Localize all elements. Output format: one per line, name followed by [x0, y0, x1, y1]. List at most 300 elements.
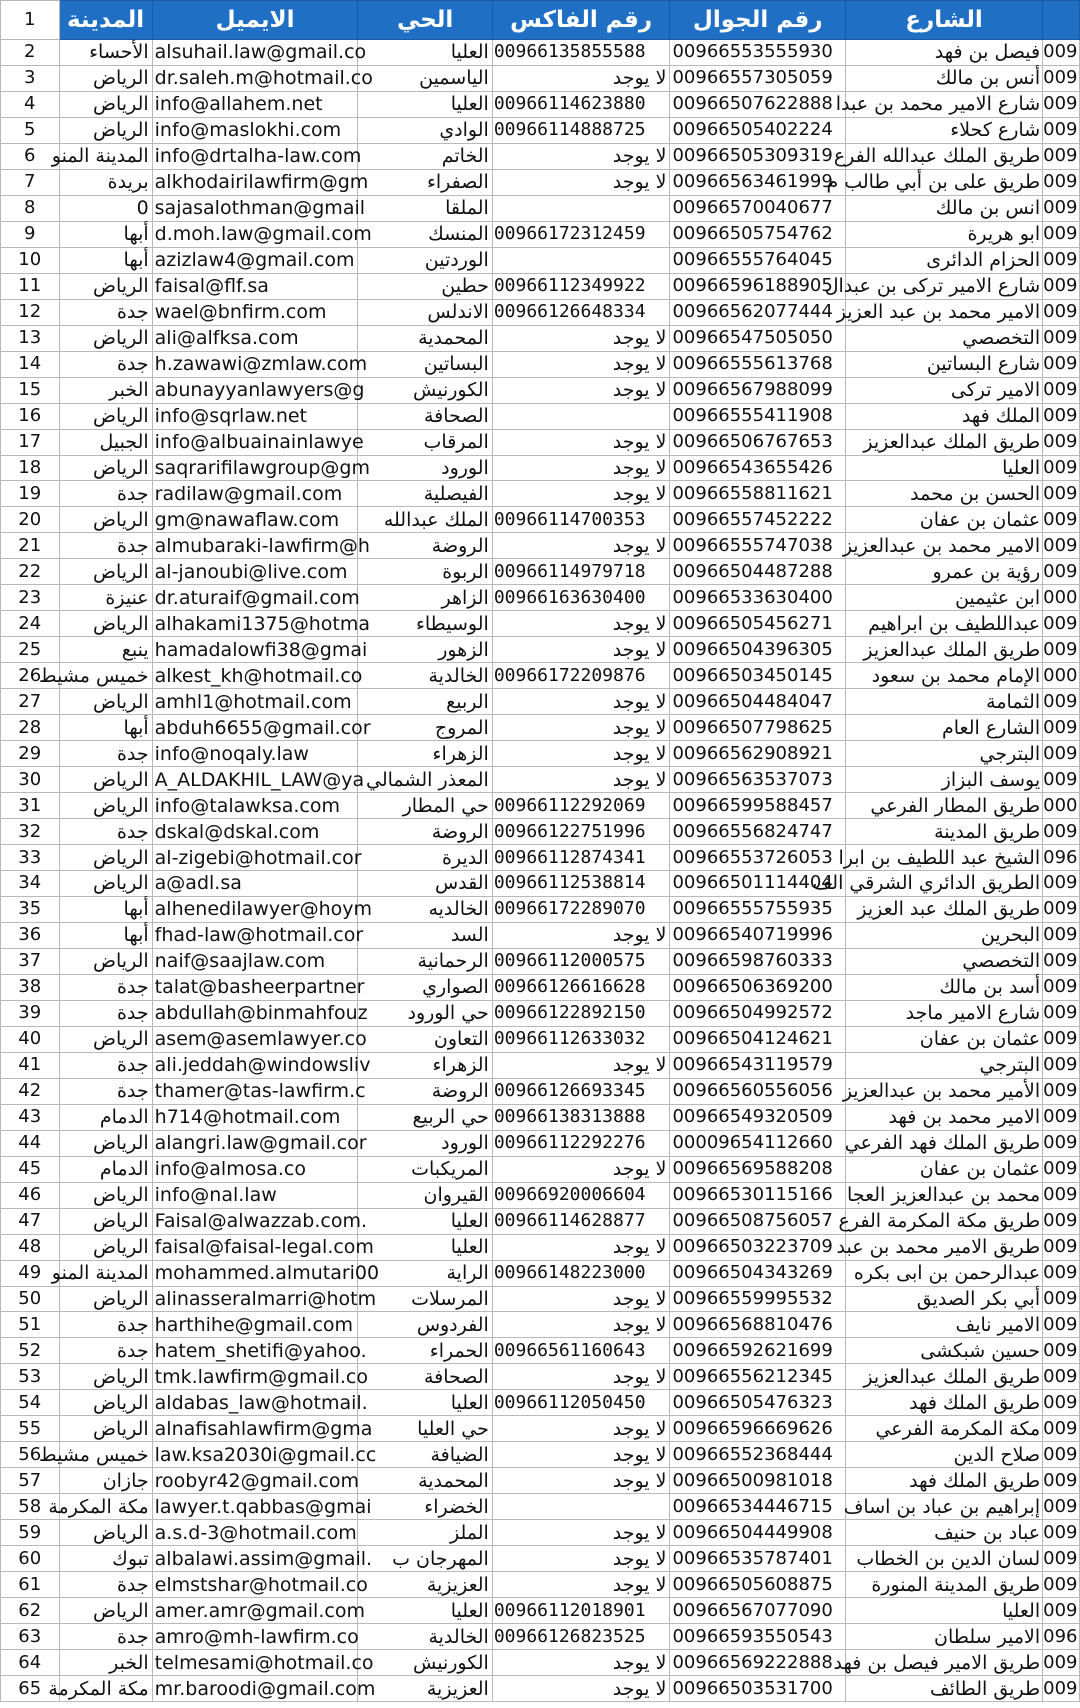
street-cell[interactable]: طريق الملك عبدالعزيز: [845, 1364, 1042, 1390]
email-cell[interactable]: alsuhail.law@gmail.co: [152, 40, 358, 66]
email-cell[interactable]: info@maslokhi.com: [152, 117, 358, 143]
street-cell[interactable]: طريق على بن أبي طالب م: [845, 169, 1042, 195]
city-cell[interactable]: الرياض: [59, 507, 152, 533]
city-cell[interactable]: الرياض: [59, 325, 152, 351]
header-prefix[interactable]: [1043, 1, 1080, 40]
mobile-cell[interactable]: 00966563461999: [670, 169, 846, 195]
prefix-cell[interactable]: 009: [1043, 1104, 1080, 1130]
header-mobile[interactable]: رقم الجوال: [670, 1, 846, 40]
prefix-cell[interactable]: 009: [1043, 1494, 1080, 1520]
district-cell[interactable]: حي العليا: [358, 1416, 492, 1442]
mobile-cell[interactable]: 00966562077444: [670, 299, 846, 325]
mobile-cell[interactable]: 00966508756057: [670, 1208, 846, 1234]
district-cell[interactable]: الزهور: [358, 637, 492, 663]
mobile-cell[interactable]: 00966568810476: [670, 1312, 846, 1338]
street-cell[interactable]: الامير محمد بن عبد العزيز: [845, 299, 1042, 325]
mobile-cell[interactable]: 00966504343269: [670, 1260, 846, 1286]
fax-cell[interactable]: لا يوجد: [492, 1286, 670, 1312]
street-cell[interactable]: الحسن بن محمد: [845, 481, 1042, 507]
fax-cell[interactable]: 00966163630400: [492, 585, 670, 611]
prefix-cell[interactable]: 009: [1043, 1260, 1080, 1286]
city-cell[interactable]: الجبيل: [59, 429, 152, 455]
row-number-cell[interactable]: 57: [1, 1468, 60, 1494]
email-cell[interactable]: info@drtalha-law.com: [152, 143, 358, 169]
mobile-cell[interactable]: 00966553726053: [670, 845, 846, 871]
row-number-cell[interactable]: 51: [1, 1312, 60, 1338]
mobile-cell[interactable]: 00966567988099: [670, 377, 846, 403]
header-city[interactable]: المدينة: [59, 1, 152, 40]
street-cell[interactable]: عبدالرحمن بن ابى بكره: [845, 1260, 1042, 1286]
prefix-cell[interactable]: 009: [1043, 1234, 1080, 1260]
fax-cell[interactable]: 00966126823525: [492, 1624, 670, 1650]
district-cell[interactable]: الفيصلية: [358, 481, 492, 507]
city-cell[interactable]: أبها: [59, 896, 152, 922]
email-cell[interactable]: lawyer.t.qabbas@gmai: [152, 1494, 358, 1520]
street-cell[interactable]: انس بن مالك: [845, 195, 1042, 221]
row-number-cell[interactable]: 10: [1, 247, 60, 273]
district-cell[interactable]: الكورنيش: [358, 1650, 492, 1676]
email-cell[interactable]: hatem_shetifi@yahoo.: [152, 1338, 358, 1364]
mobile-cell[interactable]: 00966543119579: [670, 1052, 846, 1078]
city-cell[interactable]: أبها: [59, 247, 152, 273]
row-number-cell[interactable]: 60: [1, 1546, 60, 1572]
district-cell[interactable]: المروج: [358, 715, 492, 741]
district-cell[interactable]: الروضة: [358, 1078, 492, 1104]
prefix-cell[interactable]: 009: [1043, 1468, 1080, 1494]
fax-cell[interactable]: لا يوجد: [492, 169, 670, 195]
email-cell[interactable]: gm@nawaflaw.com: [152, 507, 358, 533]
mobile-cell[interactable]: 00966505476323: [670, 1390, 846, 1416]
prefix-cell[interactable]: 009: [1043, 689, 1080, 715]
fax-cell[interactable]: لا يوجد: [492, 351, 670, 377]
street-cell[interactable]: عبداللطيف بن ابراهيم: [845, 611, 1042, 637]
city-cell[interactable]: خميس مشيط: [59, 1442, 152, 1468]
district-cell[interactable]: حي المطار: [358, 793, 492, 819]
street-cell[interactable]: الامير نايف: [845, 1312, 1042, 1338]
mobile-cell[interactable]: 00966596188905: [670, 273, 846, 299]
district-cell[interactable]: الاندلس: [358, 299, 492, 325]
email-cell[interactable]: faisal@flf.sa: [152, 273, 358, 299]
street-cell[interactable]: البترجي: [845, 741, 1042, 767]
district-cell[interactable]: الرحمانية: [358, 948, 492, 974]
city-cell[interactable]: مكة المكرمة: [59, 1676, 152, 1702]
fax-cell[interactable]: لا يوجد: [492, 1572, 670, 1598]
mobile-cell[interactable]: 00966507622888: [670, 91, 846, 117]
fax-cell[interactable]: 00966920006604: [492, 1182, 670, 1208]
street-cell[interactable]: شارع البساتين: [845, 351, 1042, 377]
district-cell[interactable]: القدس: [358, 871, 492, 897]
prefix-cell[interactable]: 009: [1043, 273, 1080, 299]
email-cell[interactable]: info@sqrlaw.net: [152, 403, 358, 429]
email-cell[interactable]: alkhodairilawfirm@gm: [152, 169, 358, 195]
fax-cell[interactable]: لا يوجد: [492, 1364, 670, 1390]
prefix-cell[interactable]: 009: [1043, 1598, 1080, 1624]
row-number-cell[interactable]: 1: [1, 1, 60, 40]
street-cell[interactable]: طريق الملك عبدالعزيز: [845, 429, 1042, 455]
city-cell[interactable]: الدمام: [59, 1156, 152, 1182]
row-number-cell[interactable]: 28: [1, 715, 60, 741]
district-cell[interactable]: الروضة: [358, 533, 492, 559]
email-cell[interactable]: a@adl.sa: [152, 871, 358, 897]
district-cell[interactable]: العليا: [358, 1390, 492, 1416]
prefix-cell[interactable]: 009: [1043, 715, 1080, 741]
street-cell[interactable]: طريق الملك عبدالله الفرع: [845, 143, 1042, 169]
street-cell[interactable]: صلاح الدين: [845, 1442, 1042, 1468]
mobile-cell[interactable]: 00966506369200: [670, 974, 846, 1000]
city-cell[interactable]: مكة المكرمة: [59, 1494, 152, 1520]
city-cell[interactable]: الرياض: [59, 559, 152, 585]
mobile-cell[interactable]: 00966504449908: [670, 1520, 846, 1546]
prefix-cell[interactable]: 009: [1043, 403, 1080, 429]
email-cell[interactable]: info@allahem.net: [152, 91, 358, 117]
district-cell[interactable]: الوردتين: [358, 247, 492, 273]
street-cell[interactable]: طريق الامير محمد بن عبد: [845, 1234, 1042, 1260]
city-cell[interactable]: الرياض: [59, 767, 152, 793]
mobile-cell[interactable]: 00966503223709: [670, 1234, 846, 1260]
district-cell[interactable]: العليا: [358, 1208, 492, 1234]
street-cell[interactable]: التخصصي: [845, 325, 1042, 351]
email-cell[interactable]: al-zigebi@hotmail.cor: [152, 845, 358, 871]
prefix-cell[interactable]: 009: [1043, 1442, 1080, 1468]
fax-cell[interactable]: 00966114888725: [492, 117, 670, 143]
row-number-cell[interactable]: 9: [1, 221, 60, 247]
mobile-cell[interactable]: 00966562908921: [670, 741, 846, 767]
row-number-cell[interactable]: 6: [1, 143, 60, 169]
prefix-cell[interactable]: 009: [1043, 974, 1080, 1000]
district-cell[interactable]: الزاهر: [358, 585, 492, 611]
fax-cell[interactable]: 00966112874341: [492, 845, 670, 871]
row-number-cell[interactable]: 29: [1, 741, 60, 767]
email-cell[interactable]: a.s.d-3@hotmail.com: [152, 1520, 358, 1546]
street-cell[interactable]: شارع كحلاء: [845, 117, 1042, 143]
row-number-cell[interactable]: 2: [1, 40, 60, 66]
email-cell[interactable]: info@talawksa.com: [152, 793, 358, 819]
district-cell[interactable]: المعذر الشمالي: [358, 767, 492, 793]
mobile-cell[interactable]: 00966596669626: [670, 1416, 846, 1442]
district-cell[interactable]: المحمدية: [358, 325, 492, 351]
city-cell[interactable]: المدينة المنو: [59, 1260, 152, 1286]
city-cell[interactable]: الرياض: [59, 273, 152, 299]
prefix-cell[interactable]: 009: [1043, 169, 1080, 195]
email-cell[interactable]: A_ALDAKHIL_LAW@ya: [152, 767, 358, 793]
prefix-cell[interactable]: 000: [1043, 585, 1080, 611]
district-cell[interactable]: المهرجان ب: [358, 1546, 492, 1572]
district-cell[interactable]: الملز: [358, 1520, 492, 1546]
row-number-cell[interactable]: 47: [1, 1208, 60, 1234]
prefix-cell[interactable]: 009: [1043, 637, 1080, 663]
fax-cell[interactable]: 00966114623880: [492, 91, 670, 117]
fax-cell[interactable]: 00966172209876: [492, 663, 670, 689]
district-cell[interactable]: المحمدية: [358, 1468, 492, 1494]
prefix-cell[interactable]: 009: [1043, 896, 1080, 922]
street-cell[interactable]: طريق الملك فهد: [845, 1468, 1042, 1494]
row-number-cell[interactable]: 36: [1, 922, 60, 948]
fax-cell[interactable]: لا يوجد: [492, 143, 670, 169]
district-cell[interactable]: المرسلات: [358, 1286, 492, 1312]
street-cell[interactable]: الشيخ عبد اللطيف بن ابرا: [845, 845, 1042, 871]
email-cell[interactable]: amro@mh-lawfirm.co: [152, 1624, 358, 1650]
fax-cell[interactable]: 00966114700353: [492, 507, 670, 533]
row-number-cell[interactable]: 45: [1, 1156, 60, 1182]
district-cell[interactable]: الورود: [358, 1130, 492, 1156]
city-cell[interactable]: المدينة المنو: [59, 143, 152, 169]
fax-cell[interactable]: لا يوجد: [492, 1052, 670, 1078]
district-cell[interactable]: حي الورود: [358, 1000, 492, 1026]
city-cell[interactable]: الخبر: [59, 1650, 152, 1676]
row-number-cell[interactable]: 62: [1, 1598, 60, 1624]
street-cell[interactable]: عثمان بن عفان: [845, 507, 1042, 533]
email-cell[interactable]: al-janoubi@live.com: [152, 559, 358, 585]
city-cell[interactable]: عنيزة: [59, 585, 152, 611]
row-number-cell[interactable]: 46: [1, 1182, 60, 1208]
row-number-cell[interactable]: 42: [1, 1078, 60, 1104]
mobile-cell[interactable]: 00966540719996: [670, 922, 846, 948]
email-cell[interactable]: mr.baroodi@gmail.com: [152, 1676, 358, 1702]
street-cell[interactable]: طريق المدينة المنورة: [845, 1572, 1042, 1598]
street-cell[interactable]: شارع الامير محمد بن عبدا: [845, 91, 1042, 117]
prefix-cell[interactable]: 009: [1043, 1208, 1080, 1234]
city-cell[interactable]: جدة: [59, 299, 152, 325]
row-number-cell[interactable]: 54: [1, 1390, 60, 1416]
email-cell[interactable]: dr.aturaif@gmail.com: [152, 585, 358, 611]
city-cell[interactable]: الرياض: [59, 1364, 152, 1390]
row-number-cell[interactable]: 61: [1, 1572, 60, 1598]
district-cell[interactable]: الياسمين: [358, 65, 492, 91]
city-cell[interactable]: أبها: [59, 922, 152, 948]
city-cell[interactable]: الرياض: [59, 611, 152, 637]
fax-cell[interactable]: لا يوجد: [492, 922, 670, 948]
city-cell[interactable]: جدة: [59, 974, 152, 1000]
street-cell[interactable]: البحرين: [845, 922, 1042, 948]
email-cell[interactable]: abunayyanlawyers@g: [152, 377, 358, 403]
email-cell[interactable]: dr.saleh.m@hotmail.co: [152, 65, 358, 91]
prefix-cell[interactable]: 009: [1043, 871, 1080, 897]
prefix-cell[interactable]: 009: [1043, 221, 1080, 247]
email-cell[interactable]: law.ksa2030i@gmail.cc: [152, 1442, 358, 1468]
city-cell[interactable]: الرياض: [59, 1130, 152, 1156]
city-cell[interactable]: الرياض: [59, 1390, 152, 1416]
street-cell[interactable]: طريق الطائف: [845, 1676, 1042, 1702]
row-number-cell[interactable]: 40: [1, 1026, 60, 1052]
street-cell[interactable]: حسين شبكشى: [845, 1338, 1042, 1364]
prefix-cell[interactable]: 096: [1043, 845, 1080, 871]
city-cell[interactable]: جدة: [59, 533, 152, 559]
fax-cell[interactable]: لا يوجد: [492, 1546, 670, 1572]
mobile-cell[interactable]: 00966560556056: [670, 1078, 846, 1104]
row-number-cell[interactable]: 20: [1, 507, 60, 533]
fax-cell[interactable]: لا يوجد: [492, 1520, 670, 1546]
district-cell[interactable]: المريكبات: [358, 1156, 492, 1182]
city-cell[interactable]: الرياض: [59, 403, 152, 429]
street-cell[interactable]: طريق المدينة: [845, 819, 1042, 845]
prefix-cell[interactable]: 009: [1043, 247, 1080, 273]
email-cell[interactable]: telmesami@hotmail.co: [152, 1650, 358, 1676]
district-cell[interactable]: السد: [358, 922, 492, 948]
street-cell[interactable]: مكة المكرمة الفرعي: [845, 1416, 1042, 1442]
street-cell[interactable]: إبراهيم بن عباد بن اساف: [845, 1494, 1042, 1520]
prefix-cell[interactable]: 009: [1043, 1182, 1080, 1208]
fax-cell[interactable]: 00966126648334: [492, 299, 670, 325]
prefix-cell[interactable]: 009: [1043, 91, 1080, 117]
district-cell[interactable]: الخضراء: [358, 1494, 492, 1520]
fax-cell[interactable]: لا يوجد: [492, 65, 670, 91]
district-cell[interactable]: الخالدية: [358, 1624, 492, 1650]
row-number-cell[interactable]: 39: [1, 1000, 60, 1026]
prefix-cell[interactable]: 009: [1043, 611, 1080, 637]
fax-cell[interactable]: 00966122751996: [492, 819, 670, 845]
district-cell[interactable]: المنسك: [358, 221, 492, 247]
fax-cell[interactable]: لا يوجد: [492, 1650, 670, 1676]
street-cell[interactable]: شارع الامير ماجد: [845, 1000, 1042, 1026]
fax-cell[interactable]: لا يوجد: [492, 637, 670, 663]
city-cell[interactable]: الرياض: [59, 65, 152, 91]
mobile-cell[interactable]: 00966506767653: [670, 429, 846, 455]
fax-cell[interactable]: [492, 403, 670, 429]
row-number-cell[interactable]: 56: [1, 1442, 60, 1468]
row-number-cell[interactable]: 15: [1, 377, 60, 403]
email-cell[interactable]: Faisal@alwazzab.com.: [152, 1208, 358, 1234]
row-number-cell[interactable]: 35: [1, 896, 60, 922]
email-cell[interactable]: harthihe@gmail.com: [152, 1312, 358, 1338]
district-cell[interactable]: الزهراء: [358, 741, 492, 767]
email-cell[interactable]: ali.jeddah@windowsliv: [152, 1052, 358, 1078]
mobile-cell[interactable]: 00966555747038: [670, 533, 846, 559]
row-number-cell[interactable]: 18: [1, 455, 60, 481]
email-cell[interactable]: ali@alfksa.com: [152, 325, 358, 351]
city-cell[interactable]: الرياض: [59, 1026, 152, 1052]
city-cell[interactable]: جازان: [59, 1468, 152, 1494]
fax-cell[interactable]: لا يوجد: [492, 377, 670, 403]
fax-cell[interactable]: 00966112292276: [492, 1130, 670, 1156]
mobile-cell[interactable]: 00966505309319: [670, 143, 846, 169]
prefix-cell[interactable]: 009: [1043, 1000, 1080, 1026]
street-cell[interactable]: أبي بكر الصديق: [845, 1286, 1042, 1312]
fax-cell[interactable]: 00966112050450: [492, 1390, 670, 1416]
row-number-cell[interactable]: 52: [1, 1338, 60, 1364]
fax-cell[interactable]: لا يوجد: [492, 481, 670, 507]
email-cell[interactable]: abdullah@binmahfouz: [152, 1000, 358, 1026]
email-cell[interactable]: info@nal.law: [152, 1182, 358, 1208]
prefix-cell[interactable]: 009: [1043, 507, 1080, 533]
email-cell[interactable]: naif@saajlaw.com: [152, 948, 358, 974]
row-number-cell[interactable]: 3: [1, 65, 60, 91]
mobile-cell[interactable]: 00966535787401: [670, 1546, 846, 1572]
email-cell[interactable]: amer.amr@gmail.com: [152, 1598, 358, 1624]
district-cell[interactable]: الملك عبدالله: [358, 507, 492, 533]
district-cell[interactable]: الروضة: [358, 819, 492, 845]
district-cell[interactable]: المرقاب: [358, 429, 492, 455]
fax-cell[interactable]: 00966126616628: [492, 974, 670, 1000]
email-cell[interactable]: alnafisahlawfirm@gma: [152, 1416, 358, 1442]
prefix-cell[interactable]: 009: [1043, 1650, 1080, 1676]
city-cell[interactable]: الرياض: [59, 1208, 152, 1234]
district-cell[interactable]: الديرة: [358, 845, 492, 871]
district-cell[interactable]: الراية: [358, 1260, 492, 1286]
street-cell[interactable]: عثمان بن عفان: [845, 1026, 1042, 1052]
prefix-cell[interactable]: 009: [1043, 948, 1080, 974]
city-cell[interactable]: الرياض: [59, 793, 152, 819]
district-cell[interactable]: العليا: [358, 1598, 492, 1624]
street-cell[interactable]: شارع الامير تركى بن عبدال: [845, 273, 1042, 299]
email-cell[interactable]: azizlaw4@gmail.com: [152, 247, 358, 273]
fax-cell[interactable]: لا يوجد: [492, 1156, 670, 1182]
district-cell[interactable]: الوسيطاء: [358, 611, 492, 637]
email-cell[interactable]: info@almosa.co: [152, 1156, 358, 1182]
city-cell[interactable]: الرياض: [59, 689, 152, 715]
row-number-cell[interactable]: 17: [1, 429, 60, 455]
row-number-cell[interactable]: 11: [1, 273, 60, 299]
district-cell[interactable]: الربوة: [358, 559, 492, 585]
row-number-cell[interactable]: 33: [1, 845, 60, 871]
row-number-cell[interactable]: 43: [1, 1104, 60, 1130]
city-cell[interactable]: تبوك: [59, 1546, 152, 1572]
district-cell[interactable]: التعاون: [358, 1026, 492, 1052]
city-cell[interactable]: جدة: [59, 1312, 152, 1338]
mobile-cell[interactable]: 00966563537073: [670, 767, 846, 793]
email-cell[interactable]: abduh6655@gmail.cor: [152, 715, 358, 741]
email-cell[interactable]: asem@asemlawyer.co: [152, 1026, 358, 1052]
mobile-cell[interactable]: 00966555755935: [670, 896, 846, 922]
street-cell[interactable]: طريق المطار الفرعي: [845, 793, 1042, 819]
fax-cell[interactable]: 00966148223000: [492, 1260, 670, 1286]
fax-cell[interactable]: 00966112292069: [492, 793, 670, 819]
row-number-cell[interactable]: 64: [1, 1650, 60, 1676]
district-cell[interactable]: حطين: [358, 273, 492, 299]
mobile-cell[interactable]: 00966569222888: [670, 1650, 846, 1676]
fax-cell[interactable]: لا يوجد: [492, 1416, 670, 1442]
mobile-cell[interactable]: 00966505402224: [670, 117, 846, 143]
street-cell[interactable]: الامير تركى: [845, 377, 1042, 403]
city-cell[interactable]: جدة: [59, 741, 152, 767]
email-cell[interactable]: dskal@dskal.com: [152, 819, 358, 845]
prefix-cell[interactable]: 009: [1043, 533, 1080, 559]
fax-cell[interactable]: لا يوجد: [492, 741, 670, 767]
row-number-cell[interactable]: 50: [1, 1286, 60, 1312]
district-cell[interactable]: الكورنيش: [358, 377, 492, 403]
email-cell[interactable]: aldabas_law@hotmail.: [152, 1390, 358, 1416]
row-number-cell[interactable]: 63: [1, 1624, 60, 1650]
street-cell[interactable]: الطريق الدائري الشرقي الف: [845, 871, 1042, 897]
city-cell[interactable]: الرياض: [59, 1234, 152, 1260]
district-cell[interactable]: الخالديه: [358, 896, 492, 922]
row-number-cell[interactable]: 65: [1, 1676, 60, 1702]
fax-cell[interactable]: لا يوجد: [492, 455, 670, 481]
fax-cell[interactable]: 00966112018901: [492, 1598, 670, 1624]
street-cell[interactable]: يوسف البزاز: [845, 767, 1042, 793]
mobile-cell[interactable]: 00966501114404: [670, 871, 846, 897]
prefix-cell[interactable]: 009: [1043, 1390, 1080, 1416]
email-cell[interactable]: albalawi.assim@gmail.: [152, 1546, 358, 1572]
district-cell[interactable]: الصفراء: [358, 169, 492, 195]
prefix-cell[interactable]: 009: [1043, 1286, 1080, 1312]
prefix-cell[interactable]: 009: [1043, 741, 1080, 767]
email-cell[interactable]: sajasalothman@gmail: [152, 195, 358, 221]
district-cell[interactable]: الضيافة: [358, 1442, 492, 1468]
street-cell[interactable]: العليا: [845, 455, 1042, 481]
row-number-cell[interactable]: 49: [1, 1260, 60, 1286]
mobile-cell[interactable]: 00966553555930: [670, 40, 846, 66]
city-cell[interactable]: الرياض: [59, 948, 152, 974]
prefix-cell[interactable]: 000: [1043, 793, 1080, 819]
prefix-cell[interactable]: 009: [1043, 1026, 1080, 1052]
city-cell[interactable]: الرياض: [59, 845, 152, 871]
city-cell[interactable]: جدة: [59, 819, 152, 845]
city-cell[interactable]: الخبر: [59, 377, 152, 403]
prefix-cell[interactable]: 009: [1043, 299, 1080, 325]
fax-cell[interactable]: لا يوجد: [492, 325, 670, 351]
fax-cell[interactable]: 00966114979718: [492, 559, 670, 585]
mobile-cell[interactable]: 00966555613768: [670, 351, 846, 377]
